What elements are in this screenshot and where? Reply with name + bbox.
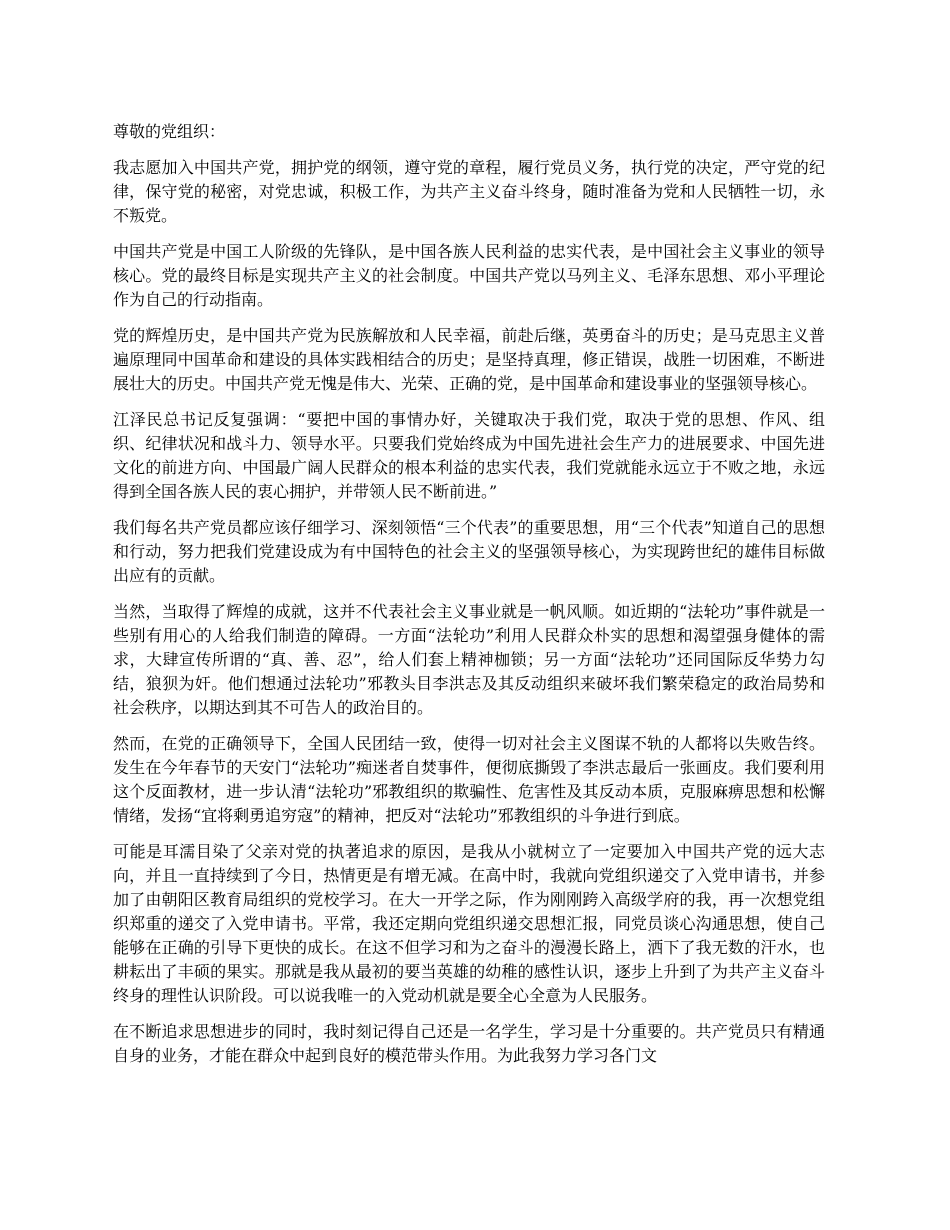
paragraph: 可能是耳濡目染了父亲对党的执著追求的原因，是我从小就树立了一定要加入中国共产党的远大志向，并且一直持续到了今日，热情更是有增无减。在高中时，我就向党组织递交了入党申请书，并参加了由朝阳区教育局组织的党校学习。在大一开学之际，作为刚刚跨入高级学府的我，再一次想党组织郑重的递交了入党申请书。平常，我还定期向党组织递交思想汇报，同党员谈心沟通思想，使自己能够在正确的引导下更快的成长。在这不但学习和为之奋斗的漫漫长路上，洒下了我无数的汗水，也耕耘出了丰硕的果实。那就是我从最初的要当英雄的幼稚的感性认识，逐步上升到了为共产主义奋斗终身的理性认识阶段。可以说我唯一的入党动机就是要全心全意为人民服务。 bbox=[113, 842, 825, 1005]
paragraph: 当然，当取得了辉煌的成就，这并不代表社会主义事业就是一帆风顺。如近期的“法轮功”事件就是一些别有用心的人给我们制造的障碍。一方面“法轮功”利用人民群众朴实的思想和渴望强身健体的需求，大肆宣传所谓的“真、善、忍”，给人们套上精神枷锁；另一方面“法轮功”还同国际反华势力勾结，狼狈为奸。他们想通过法轮功”邪教头目李洪志及其反动组织来破坏我们繁荣稳定的政治局势和社会秩序，以期达到其不可告人的政治目的。 bbox=[113, 602, 825, 717]
salutation: 尊敬的党组织： bbox=[113, 122, 226, 141]
paragraph: 中国共产党是中国工人阶级的先锋队，是中国各族人民利益的忠实代表，是中国社会主义事业的领导核心。党的最终目标是实现共产主义的社会制度。中国共产党以马列主义、毛泽东思想、邓小平理论作为自己的行动指南。 bbox=[113, 242, 825, 309]
paragraph: 在不断追求思想进步的同时，我时刻记得自己还是一名学生，学习是十分重要的。共产党员只有精通自身的业务，才能在群众中起到良好的模范带头作用。为此我努力学习各门文 bbox=[113, 1022, 825, 1065]
paragraph: 我们每名共产党员都应该仔细学习、深刻领悟“三个代表”的重要思想，用“三个代表”知道自己的思想和行动，努力把我们党建设成为有中国特色的社会主义的坚强领导核心，为实现跨世纪的雄伟目标做出应有的贡献。 bbox=[113, 518, 825, 585]
paragraph: 党的辉煌历史，是中国共产党为民族解放和人民幸福，前赴后继，英勇奋斗的历史；是马克思主义普遍原理同中国革命和建设的具体实践相结合的历史；是坚持真理，修正错误，战胜一切困难，不断进展壮大的历史。中国共产党无愧是伟大、光荣、正确的党，是中国革命和建设事业的坚强领导核心。 bbox=[113, 326, 825, 393]
paragraph: 江泽民总书记反复强调：“要把中国的事情办好，关键取决于我们党，取决于党的思想、作风、组织、纪律状况和战斗力、领导水平。只要我们党始终成为中国先进社会生产力的进展要求、中国先进文化的前进方向、中国最广阔人民群众的根本利益的忠实代表，我们党就能永远立于不败之地，永远得到全国各族人民的衷心拥护，并带领人民不断前进。” bbox=[113, 410, 825, 501]
paragraph: 然而，在党的正确领导下，全国人民团结一致，使得一切对社会主义图谋不轨的人都将以失败告终。发生在今年春节的天安门“法轮功”痴迷者自焚事件，便彻底撕毁了李洪志最后一张画皮。我们要利用这个反面教材，进一步认清“法轮功”邪教组织的欺骗性、危害性及其反动本质，克服麻痹思想和松懈情绪，发扬“宜将剩勇追穷寇”的精神，把反对“法轮功”邪教组织的斗争进行到底。 bbox=[113, 734, 825, 825]
paragraph: 我志愿加入中国共产党，拥护党的纲领，遵守党的章程，履行党员义务，执行党的决定，严守党的纪律，保守党的秘密，对党忠诚，积极工作，为共产主义奋斗终身，随时准备为党和人民牺牲一切，永不叛党。 bbox=[113, 158, 825, 225]
